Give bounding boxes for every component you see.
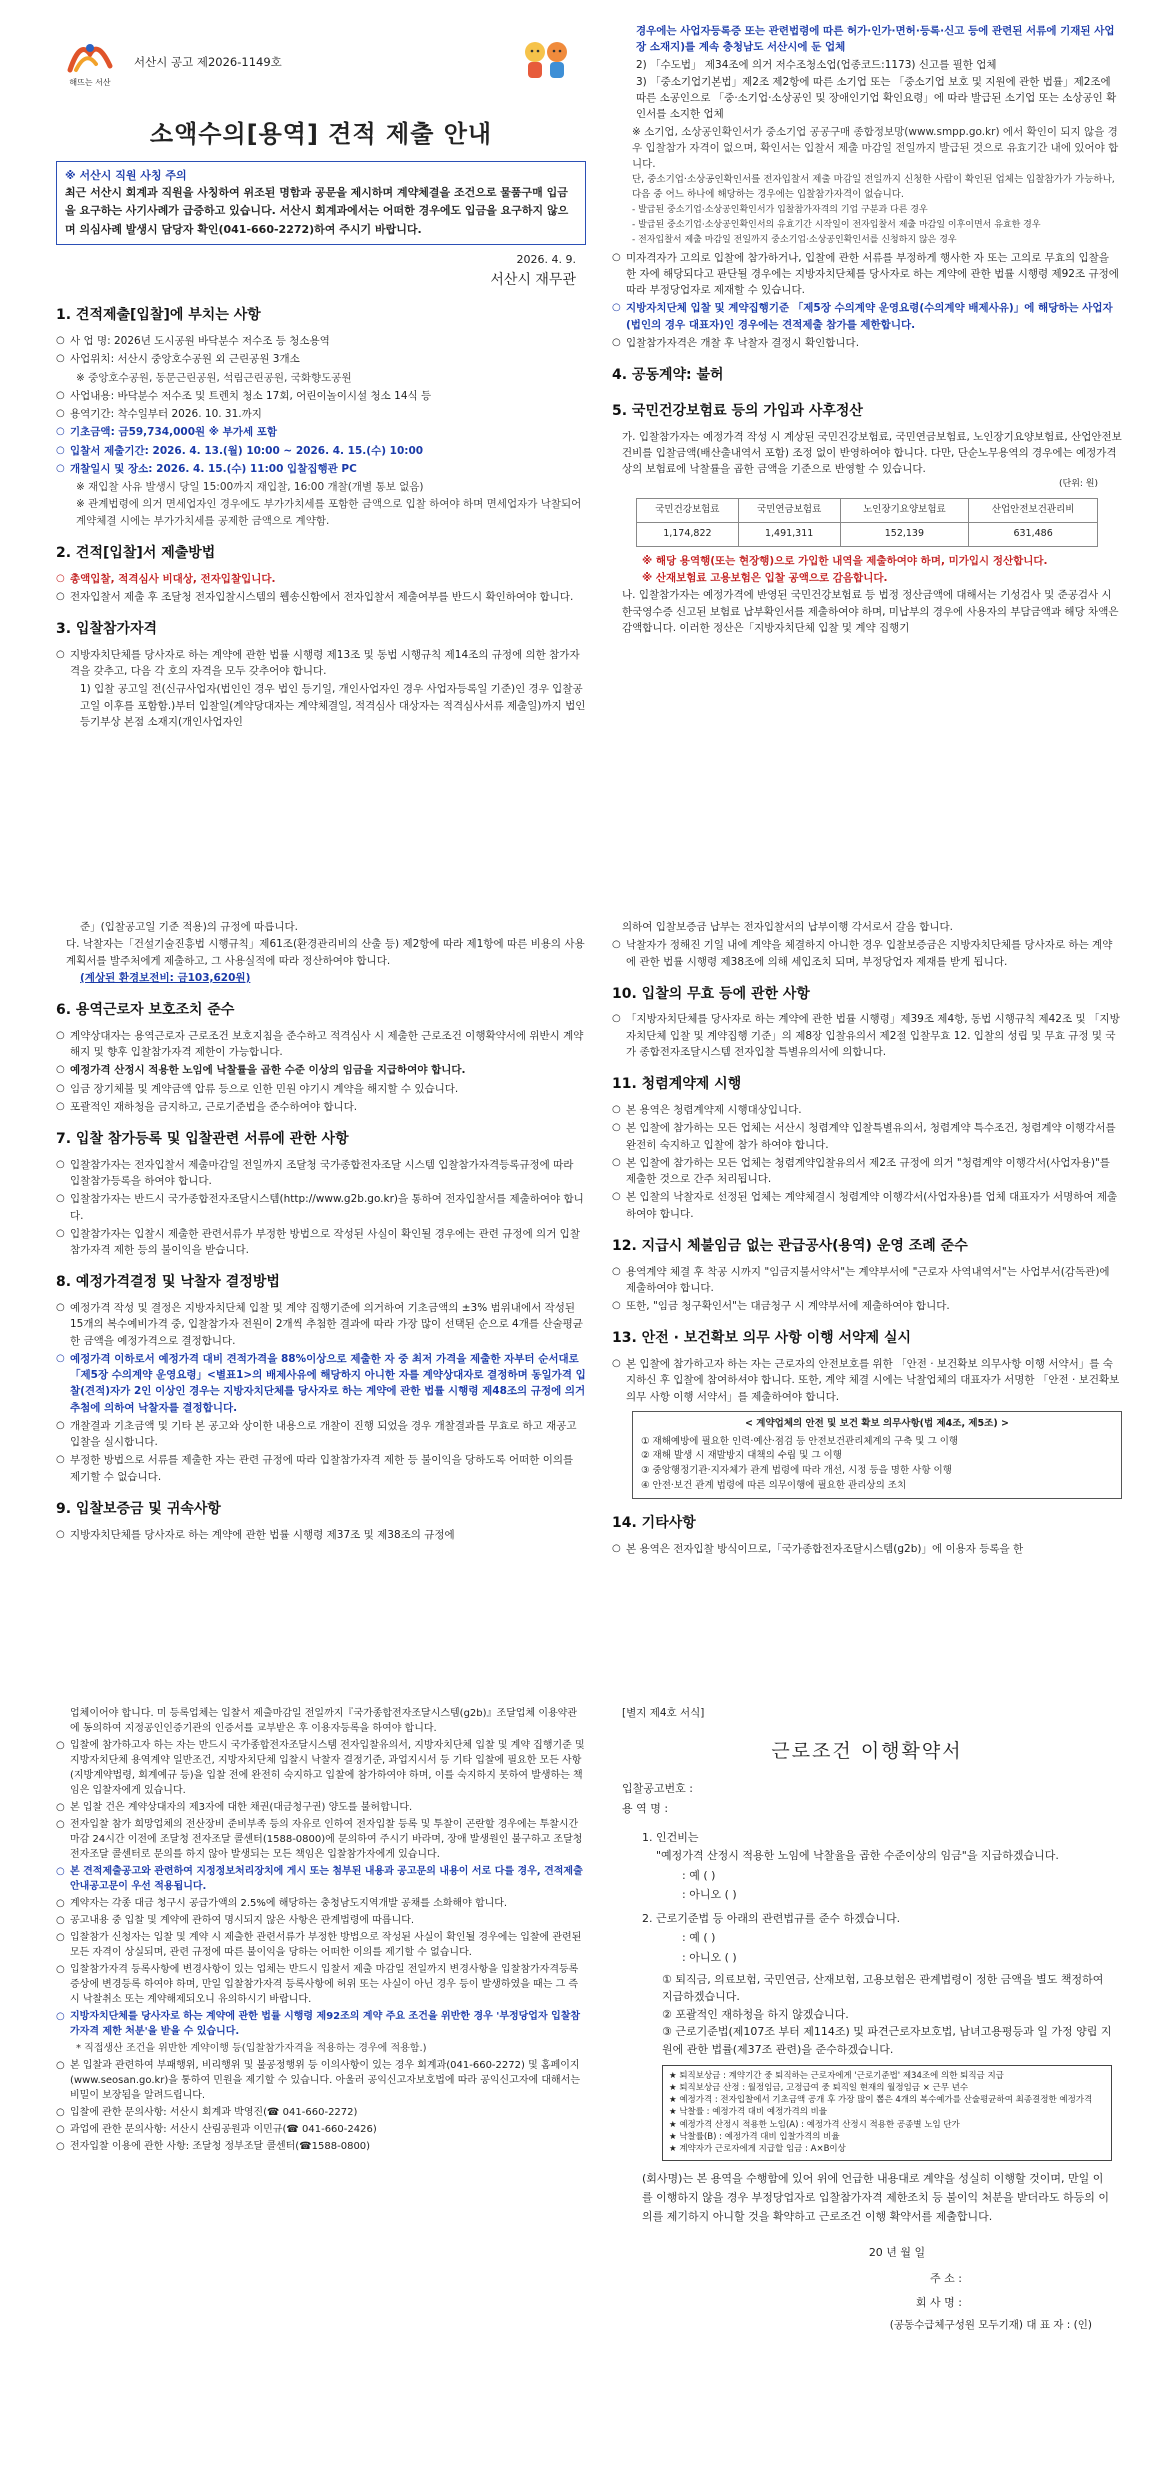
contact-park: ○ 과업에 관한 문의사항: 서산시 산림공원과 이민규(☎ 041-660-2426) [56, 2122, 586, 2137]
list-item: ○ 계약상대자는 용역근로자 근로조건 보호지침을 준수하고 적격심사 시 제출한 근로조건 이행확약서에 위반시 계약해지 및 향후 입찰참가자격 제한이 가능합니다. [56, 1028, 586, 1061]
continued-text: 의하여 입찰보증금 납부는 전자입찰서의 납부이행 각서로서 갈음 합니다. [622, 921, 953, 933]
list-item: ○ 부정한 방법으로 서류를 제출한 자는 관련 규정에 따라 입찰참가자격 제한 등 불이익을 당하도록 어떠한 이의를 제기할 수 없습니다. [56, 1452, 586, 1485]
opening-date-item: ○ 개찰일시 및 장소: 2026. 4. 15.(수) 11:00 입찰집행관 PC [56, 461, 586, 477]
list-item: ○ 공고내용 중 입찰 및 계약에 관하여 명시되지 않은 사항은 관계법령에 따릅니다. [56, 1913, 586, 1928]
contact-callcenter: ○ 전자입찰 이용에 관한 사항: 조달청 정부조달 콜센터(☎1588-0800) [56, 2139, 586, 2154]
list-subitem: 3) 「중소기업기본법」제2조 제2항에 따른 소기업 또는 「중소기업 보호 및 지원에 관한 법률」제2조에 따른 소공인으로 「중·소기업·소상공인 및 장애인기업 확인요령」에 따라 발급된 소기업 또는 소상공인 확인서를 소지한 업체 [636, 75, 1117, 121]
section-5-intro: 가. 입찰참가자는 예정가격 작성 시 계상된 국민건강보험료, 국민연금보험료, 노인장기요양보험료, 산업안전보건비를 입찰금액(배산출내역서 포함) 조정 없이 반영하여야 합니다. 다만, 단순노무용역의 경우에는 예정가격상의 보험료에 낙찰률을 곱한 금액을 기준으로 반영할 수 있습니다. [622, 430, 1122, 476]
table-header: 국민건강보험료 [637, 499, 739, 523]
list-item: ○ 미자격자가 고의로 입찰에 참가하거나, 입찰에 관한 서류를 부정하게 행사한 자 또는 고의로 무효의 입찰을 한 자에 해당되다고 판단될 경우에는 지방자치단체를 당사자로 하는 계약에 관한 법률 시행령 제92조 규정에 따라 부정당업자로 제재할 수 있습니다. [612, 250, 1122, 299]
list-item: ○ 또한, "임금 청구확인서"는 대금청구 시 계약부서에 제출하여야 합니다. [612, 1298, 1122, 1314]
section-3-title: 3. 입찰참가자격 [56, 621, 158, 638]
table-unit: (단위: 원) [1059, 479, 1098, 490]
list-item: ○ 입찰참가자는 전자입찰서 제출마감일 전일까지 조달청 국가종합전자조달 시스템 입찰참가자격등록규정에 따라 입찰참가등록을 하여야 합니다. [56, 1157, 586, 1190]
section-9-title: 9. 입찰보증금 및 귀속사항 [56, 1500, 221, 1517]
list-item: ○ 본 입찰 건은 계약상대자의 제3자에 대한 채권(대금청구권) 양도를 불허합니다. [56, 1800, 586, 1815]
page-title: 소액수의[용역] 견적 제출 안내 [149, 120, 493, 148]
list-item: ○ 예정가격 작성 및 결정은 지방자치단체 입찰 및 계약 집행기준에 의거하여 기초금액의 ±3% 범위내에서 작성된 15개의 복수예비가격 중, 입찰참가자 전원이 2개씩 추첨한 결과에 따라 가장 많이 선택된 순으로 4개를 산술평균한 금액을 예정가격으로 결정합니다. [56, 1300, 586, 1349]
definition-line: ★ 낙찰률(B) : 예정가격 대비 입찰가격의 비율 [669, 2132, 840, 2143]
section-14-title: 14. 기타사항 [612, 1515, 696, 1532]
section-5-b: 나. 입찰참가자는 예정가격에 반영된 국민건강보험료 등 법정 정산금액에 대해서는 기성검사 및 준공검사 시 한국영수증 신고된 보험료 납부확인서를 제출하여야 하며, 미납부의 경우에 사용자의 부담금액과 해당 차액은 감액합니다. 이러한 정산은「지방자치단체 입찰 및 계약 집행기 [622, 589, 1119, 634]
fraud-warning-box [56, 161, 586, 244]
issuer: 서산시 재무관 [490, 271, 576, 288]
warning-title: ※ 서산시 직원 사칭 주의 [65, 169, 187, 183]
mascot-icon [520, 38, 572, 82]
list-note: - 발급된 중소기업·소상공인확인서가 입찰참가자격의 기업 구분과 다른 경우 [632, 204, 928, 215]
list-subitem: 1) 입찰 공고일 전(신규사업자(법인인 경우 법인 등기일, 개인사업자인 경우 사업자등록일 기준)인 경우 입찰공고일 이후를 포함함.)부터 입찰일(계약당대자는 계약체결일, 적격심사 대상자는 적격심사서류 제출일)까지 법인등기부상 본점 소재지(개인사업자인 [80, 683, 586, 728]
list-item: ○ 임금 장기체불 및 계약금액 압류 등으로 인한 민원 야기시 계약을 해지할 수 있습니다. [56, 1081, 586, 1097]
page-3 [56, 1705, 586, 2465]
definition-line: ★ 퇴직보상금 : 계약기간 중 퇴직하는 근로자에게 '근로기준법' 제34조에 의한 퇴직금 지급 [669, 2070, 1004, 2081]
list-note: * 직접생산 조건을 위반한 계약이행 등(입찰참가자격을 적용하는 경우에 적용함.) [76, 2043, 427, 2054]
list-item: ○ 본 견적제출공고와 관련하여 지정정보처리장치에 게시 또는 첨부된 내용과 공고문의 내용이 서로 다를 경우, 견적제출안내공고문이 우선 적용됩니다. [56, 1864, 586, 1894]
safety-box-item: ① 재해예방에 필요한 인력·예산·점검 등 안전보건관리체계의 구축 및 그 이행 [641, 1435, 959, 1447]
safety-box-item: ② 재해 발생 시 재발방지 대책의 수립 및 그 이행 [641, 1450, 842, 1462]
section-4-title: 4. 공동계약: 불허 [612, 367, 724, 384]
law-item: ② 포괄적인 재하청을 하지 않겠습니다. [662, 2007, 849, 2021]
list-item: ○ 지방자치단체를 당사자로 하는 계약에 관한 법률 시행령 제92조의 계약 주요 조건을 위반한 경우 '부정당업자 입찰참가자격 제한 처분'을 받을 수 있습니다. [56, 2009, 586, 2039]
list-item: ○ 본 용역은 전자입찰 방식이므로,「국가종합전자조달시스템(g2b)」에 이용자 등록을 한 [612, 1541, 1122, 1557]
submission-period-item: ○ 입찰서 제출기간: 2026. 4. 13.(월) 10:00 ~ 2026. 4. 15.(수) 10:00 [56, 443, 586, 459]
list-note: ※ 중앙호수공원, 동문근린공원, 석림근린공원, 국화향도공원 [76, 371, 352, 384]
warning-text: 최근 서산시 회계과 직원을 사칭하여 위조된 명함과 공문을 제시하며 계약체결을 조건으로 물품구매 입금을 요구하는 사기사례가 급증하고 있습니다. 서산시 회계과에서는 어떠한 경우에도 입금을 요구하지 않으며 의심사례 발생시 담당자 확인(041-660-2272)하여 주시기 바랍니다. [65, 186, 569, 236]
list-item: ○ 본 입찰과 관련하여 부패행위, 비리행위 및 불공정행위 등 이의사항이 있는 경우 회계과(041-660-2272) 및 홈페이지(www.seosan.go.kr)을 통하여 민원을 제기할 수 있습니다. 아울러 공익신고자보호법에 따라 공익신고자에 대해서는 비밀이 보장됨을 알려드립니다. [56, 2058, 586, 2103]
page-1-right [612, 22, 1122, 822]
environment-cost: (계상된 환경보전비: 금103,620원) [80, 971, 251, 984]
list-item: ○ 입찰참가자는 입찰시 제출한 관련서류가 부정한 방법으로 작성된 사실이 확인될 경우에는 관련 규정에 의거 입찰참가자격 제한 등의 불이익을 받습니다. [56, 1226, 586, 1259]
section-12-title: 12. 지급시 체불임금 없는 관급공사(용역) 운영 조례 준수 [612, 1237, 968, 1254]
table-row [637, 523, 1098, 547]
list-note: ※ 관계법령에 의거 면세업자인 경우에도 부가가치세를 포함한 금액으로 입찰 하여야 하며 면세업자가 낙찰되어 계약체결 시에는 부가가치세를 공제한 금액으로 계약함. [76, 498, 582, 527]
page-2 [56, 918, 586, 1638]
form-title: 근로조건 이행확약서 [771, 1739, 963, 1762]
form-question-1-text: "예정가격 산정시 적용한 노임에 낙찰율을 곱한 수준이상의 임금"을 지급하겠습니다. [656, 1848, 1059, 1862]
list-item: ○ 예정가격 이하로서 예정가격 대비 견적가격을 88%이상으로 제출한 자 중 최저 가격을 제출한 자부터 순서대로 「제5장 수의계약 운영요령」<별표1>의 배제사유에 해당하지 아니한 자를 계약상대자로 결정하며 동일가격 입찰(견적)자가 2인 이상인 경우는 지방자치단체를 당사자로 하는 계약에 관한 법률 시행령 제48조의 규정에 의거 추첨에 의하여 낙찰자를 결정합니다. [56, 1351, 586, 1416]
list-note: - 전자입찰서 제출 마감일 전일까지 중소기업·소상공인확인서를 신청하지 않은 경우 [632, 234, 957, 245]
list-note: - 발급된 중소기업·소상공인확인서의 유효기간 시작일이 전자입찰서 제출 마감일 이후이면서 유효한 경우 [632, 219, 1041, 230]
list-item: ○ 지방자치단체를 당사자로 하는 계약에 관한 법률 시행령 제37조 및 제38조의 규정에 [56, 1527, 586, 1543]
section-13-title: 13. 안전 · 보건확보 의무 사항 이행 서약제 실시 [612, 1330, 912, 1347]
section-11-title: 11. 청렴계약제 시행 [612, 1076, 742, 1093]
safety-duty-box [632, 1411, 1122, 1500]
list-item: ○ 본 입찰에 참가하는 모든 업체는 청렴계약입찰유의서 제2조 규정에 의거 "청렴계약 이행각서(사업자용)"를 제출한 것으로 간주 처리됩니다. [612, 1155, 1122, 1188]
insurance-fee-table [636, 498, 1098, 546]
list-item: ○ 개찰결과 기초금액 및 기타 본 공고와 상이한 내용으로 개찰이 진행 되었을 경우 개찰결과를 무효로 하고 재공고 입찰을 실시합니다. [56, 1418, 586, 1451]
safety-box-item: ④ 안전·보건 관계 법령에 따른 의무이행에 필요한 관리상의 조치 [641, 1479, 907, 1491]
definition-line: ★ 퇴직보상금 산정 : 월정임금, 고정급여 중 퇴직일 현재의 월정임금 × 근무 년수 [669, 2082, 969, 2093]
list-item: ○ 포괄적인 재하청을 금지하고, 근로기준법을 준수하여야 합니다. [56, 1099, 586, 1115]
closing-statement: (회사명)는 본 용역을 수행함에 있어 위에 언급한 내용대로 계약을 성실히 이행할 것이며, 만일 이를 이행하지 않을 경우 부정당업자로 입찰참가자격 제한조치 등 불이익 처분을 받더라도 하등의 이의를 제기하지 아니할 것을 확약하고 근로조건 이행 확약서를 제출합니다. [642, 2171, 1109, 2224]
q2-yes-checkbox[interactable]: : 예 ( ) [682, 1931, 716, 1945]
form-date[interactable]: 20 년 월 일 [868, 2246, 926, 2260]
continued-text: 준」(입찰공고일 기준 적용)의 규정에 따릅니다. [80, 921, 298, 933]
list-item: ○ 입찰참가자격은 개찰 후 낙찰자 결정시 확인합니다. [612, 335, 1122, 351]
list-item: ○ 사업내용: 바닥분수 저수조 및 트렌치 청소 17회, 어린이놀이시설 청소 14식 등 [56, 388, 586, 404]
labor-condition-form [612, 1705, 1122, 2465]
table-header: 노인장기요양보험료 [840, 499, 969, 523]
section-5-title: 5. 국민건강보험료 등의 가입과 사후정산 [612, 402, 863, 419]
list-item: ○ 전자입찰서 제출 후 조달청 전자입찰시스템의 웹송신함에서 전자입찰서 제출여부를 반드시 확인하여야 합니다. [56, 589, 586, 605]
form-question-2: 2. 근로기준법 등 아래의 관련법규를 준수 하겠습니다. [642, 1911, 901, 1925]
definitions-box [662, 2065, 1112, 2161]
list-item: ○ 본 입찰에 참가하고자 하는 자는 근로자의 안전보호를 위한 「안전 · 보건확보 의무사항 이행 서약서」를 숙지하신 후 입찰에 참여하셔야 합니다. 또한, 계약 체결 시에는 낙찰업체의 대표자가 서명한 「안전 · 보건확보 의무 사항 이행 서약서」를 제출하여야 합니다. [612, 1356, 1122, 1405]
q1-yes-checkbox[interactable]: : 예 ( ) [682, 1868, 716, 1882]
bid-number-field: 입찰공고번호 : [622, 1782, 693, 1796]
list-item: ○ 총액입찰, 적격심사 비대상, 전자입찰입니다. [56, 571, 586, 587]
table-cell: 1,491,311 [738, 523, 840, 547]
list-item: ○ 사업위치: 서산시 중앙호수공원 외 근린공원 3개소 [56, 351, 586, 367]
list-note: 단, 중소기업·소상공인확인서를 전자입찰서 제출 마감일 전일까지 신청한 사람이 확인된 업체는 입찰참가가 가능하나, 다음 중 어느 하나에 해당하는 경우에는 입찰참가자격이 없습니다. [632, 174, 1115, 201]
list-item: ○ 입찰참가자는 반드시 국가종합전자조달시스템(http://www.g2b.go.kr)을 통하여 전자입찰서를 제출하여야 합니다. [56, 1191, 586, 1224]
org-name: 해뜨는 서산 [69, 78, 111, 88]
table-header: 산업안전보건관리비 [969, 499, 1098, 523]
continued-text: 다. 낙찰자는「건설기술진흥법 시행규칙」제61조(환경관리비의 산출 등) 제2항에 따라 제1항에 따른 비용의 사용계획서를 발주처에게 제출하고, 그 사용실적에 따라 정산하여야 합니다. [66, 938, 585, 967]
service-name-field: 용 역 명 : [622, 1801, 669, 1815]
company-field[interactable]: 회 사 명 : [915, 2295, 962, 2309]
page-2-right [612, 918, 1122, 1638]
list-item: ○ 지방자치단체를 당사자로 하는 계약에 관한 법률 시행령 제13조 및 동법 시행규칙 제14조의 규정에 의한 참가자격을 갖추고, 다음 각 호의 자격을 모두 갖추어야 합니다. [56, 647, 586, 680]
list-item: ○ 사 업 명: 2026년 도시공원 바닥분수 저수조 등 청소용역 [56, 333, 586, 349]
list-item: ○ 예정가격 산정시 적용한 노임에 낙찰률을 곱한 수준 이상의 임금을 지급하여야 합니다. [56, 1062, 586, 1078]
list-item: ○ 「지방자치단체를 당사자로 하는 계약에 관한 법률 시행령」제39조 제4항, 동법 시행규칙 제42조 및 「지방자치단체 입찰 및 계약집행 기준」의 제8장 입찰유의서 제2절 입찰무효 12. 입찰의 성립 및 무효 규정 및 국가 종합전자조달시스템 전자입찰 특별유의서에 의합니다. [612, 1011, 1122, 1060]
insurance-note: ※ 해당 용역행(또는 현장행)으로 가입한 내역을 제출하여야 하며, 미가입시 정산합니다. [642, 554, 1048, 567]
insurance-note: ※ 산재보험료 고용보험은 입찰 공액으로 감음합니다. [642, 572, 888, 585]
list-item: ○ 입찰에 참가하고자 하는 자는 반드시 국가종합전자조달시스템 전자입찰유의서, 지방자치단체 입찰 및 계약 집행기준 및 지방자치단체 용역계약 일반조건, 지방자치단체 입찰시 낙찰자 결정기준, 과업지시서 등 기타 입찰에 필요한 모든 사항(지방계약법령, 회계예규 등)을 입찰 전에 완전히 숙지하고 입찰에 참가하여야 하며, 이를 숙지하지 못하여 발생하는 책임은 입찰자에게 있습니다. [56, 1738, 586, 1798]
notice-date: 2026. 4. 9. [516, 252, 576, 266]
base-price-item: ○ 기초금액: 금59,734,000원 ※ 부가세 포함 [56, 424, 586, 440]
list-item: ○ 계약자는 각종 대금 청구시 공급가액의 2.5%에 해당하는 충청남도지역개발 공채를 소화해야 합니다. [56, 1896, 586, 1911]
table-cell: 1,174,822 [637, 523, 739, 547]
list-item: ○ 전자입찰 참가 희망업체의 전산장비 준비부족 등의 자유로 인하여 전자입찰 등록 및 투찰이 곤란할 경우에는 투찰시간 마감 24시간 이전에 조달청 전자조달 콜센터(1588-0800)에 문의하여 주시기 바라며, 장애 발생원인 불구하고 조달청 전자조달 콜센터로 문의를 하지 않아 발생되는 모든 책임은 입찰참가자에게 있습니다. [56, 1817, 586, 1862]
safety-box-title: < 계약업체의 안전 및 보건 확보 의무사항(법 제4조, 제5조) > [745, 1417, 1009, 1429]
representative-field[interactable]: (공동수급체구성원 모두기재) 대 표 자 : (인) [889, 2319, 1092, 2332]
notice-number: 서산시 공고 제2026-1149호 [134, 55, 282, 69]
page-1 [56, 22, 586, 822]
list-item: ○ 용역기간: 착수일부터 2026. 10. 31.까지 [56, 406, 586, 422]
law-item: ① 퇴직금, 의료보험, 국민연금, 산재보험, 고용보험은 관계법령이 정한 금액을 별도 책정하여 지급하겠습니다. [662, 1972, 1104, 2004]
list-item: ○ 낙찰자가 정해진 기일 내에 계약을 체결하지 아니한 경우 입찰보증금은 지방자치단체를 당사자로 하는 계약에 관한 법률 시행령 제38조에 의해 세입조치 되며, 부정당업자 제재를 받게 됩니다. [612, 937, 1122, 970]
logo-mark-icon [66, 36, 114, 74]
safety-box-item: ③ 중앙행정기관·지자체가 관계 법령에 따라 개선, 시정 등을 명한 사항 이행 [641, 1464, 952, 1476]
definition-line: ★ 낙찰률 : 예정가격 대비 예정가격의 비율 [669, 2107, 828, 2118]
table-cell: 631,486 [969, 523, 1098, 547]
address-field[interactable]: 주 소 : [930, 2272, 962, 2286]
list-note: ※ 재입찰 사유 발생시 당일 15:00까지 재입찰, 16:00 개찰(개별 통보 없음) [76, 481, 424, 494]
definition-line: ★ 예정가격 산정시 적용한 노임(A) : 예정가격 산정시 적용한 공종별 노임 단가 [669, 2119, 960, 2130]
city-logo [66, 36, 114, 88]
list-item: ○ 입찰참가자격 등록사항에 변경사항이 있는 업체는 반드시 입찰서 제출 마감일 전일까지 변경사항을 입찰참가자격등록증상에 변경등록 하여야 하며, 만일 입찰참가자격 등록사항에 허위 또는 사실이 아닌 경우 등이 발생하였을 때는 그 즉시 낙찰취소 또는 계약해제되오니 유의하시기 바랍니다. [56, 1962, 586, 2007]
list-item: ○ 입찰참가 신청자는 입찰 및 계약 시 제출한 관련서류가 부정한 방법으로 작성된 사실이 확인될 경우에는 입찰에 관련된 모든 자격이 상실되며, 관련 규정에 따른 불이익을 당하는 어떠한 이의를 제기할 수 없습니다. [56, 1930, 586, 1960]
law-item: ③ 근로기준법(제107조 부터 제114조) 및 파견근로자보호법, 남녀고용평등과 일 가정 양립 지원에 관한 법률(제37조 관련)을 준수하겠습니다. [662, 2025, 1112, 2056]
section-10-title: 10. 입찰의 무효 등에 관한 사항 [612, 985, 810, 1002]
section-6-title: 6. 용역근로자 보호조치 준수 [56, 1002, 235, 1019]
definition-line: ★ 계약자가 근로자에게 지급할 임금 : A×B이상 [669, 2144, 846, 2155]
form-question-1: 1. 인건비는 [642, 1831, 699, 1845]
definition-line: ★ 예정가격 : 전자입찰에서 기초금액 공개 후 가장 많이 뽑은 4개의 복수예가를 산술평균하여 최종결정한 예정가격 [669, 2095, 1093, 2106]
list-subitem: 경우에는 사업자등록증 또는 관련법령에 따른 허가·인가·면허·등록·신고 등에 관련된 서류에 기재된 사업장 소재지)를 계속 충청남도 서산시에 둔 업체 [636, 25, 1115, 54]
list-item: ○ 본 입찰에 참가하는 모든 업체는 서산시 청렴계약 입찰특별유의서, 청렴계약 특수조건, 청렴계약 이행각서를 완전히 숙지하고 입찰에 참가 하여야 합니다. [612, 1120, 1122, 1153]
table-cell: 152,139 [840, 523, 969, 547]
form-tag: [별지 제4호 서식] [622, 1707, 705, 1719]
q2-no-checkbox[interactable]: : 아니오 ( ) [682, 1950, 737, 1964]
list-subitem: 2) 「수도법」 제34조에 의거 저수조청소업(업종코드:1173) 신고를 필한 업체 [636, 58, 997, 71]
list-note: ※ 소기업, 소상공인확인서가 중소기업 공공구매 종합정보망(www.smpp.go.kr) 에서 확인이 되지 않을 경우 입찰참가 자격이 없으며, 확인서는 입찰서 제출 마감일 전일까지 발급된 것으로 유효기간 내에 있어야 합니다. [632, 125, 1119, 171]
list-item: ○ 본 용역은 청렴계약제 시행대상입니다. [612, 1102, 1122, 1118]
q1-no-checkbox[interactable]: : 아니오 ( ) [682, 1888, 737, 1902]
contact-accounting: ○ 입찰에 관한 문의사항: 서산시 회계과 박영진(☎ 041-660-2272) [56, 2105, 586, 2120]
section-2-title: 2. 견적[입찰]서 제출방법 [56, 545, 216, 561]
continued-text: 업체이어야 합니다. 미 등록업체는 입찰서 제출마감일 전일까지『국가종합전자조달시스템(g2b)』조달업체 이용약관에 동의하여 지정공인인증기관의 인증서를 교부받은 후 이용자등록을 하여야 합니다. [70, 1708, 577, 1734]
section-1-title: 1. 견적제출[입찰]에 부치는 사항 [56, 307, 261, 324]
list-item: ○ 지방자치단체 입찰 및 계약집행기준 「제5장 수의계약 운영요령(수의계약 배제사유)」에 해당하는 사업자(법인의 경우 대표자)인 경우에는 견적제출 참가를 제한합니다. [612, 300, 1122, 333]
list-item: ○ 용역계약 체결 후 착공 시까지 "임금지불서약서"는 계약부서에 "근로자 사역내역서"는 사업부서(감독관)에 제출하여야 합니다. [612, 1264, 1122, 1297]
section-7-title: 7. 입찰 참가등록 및 입찰관련 서류에 관한 사항 [56, 1131, 349, 1148]
table-header: 국민연금보험료 [738, 499, 840, 523]
section-8-title: 8. 예정가격결정 및 낙찰자 결정방법 [56, 1274, 280, 1291]
list-item: ○ 본 입찰의 낙찰자로 선정된 업체는 계약체결시 청렴계약 이행각서(사업자용)를 업체 대표자가 서명하여 제출하여야 합니다. [612, 1189, 1122, 1222]
